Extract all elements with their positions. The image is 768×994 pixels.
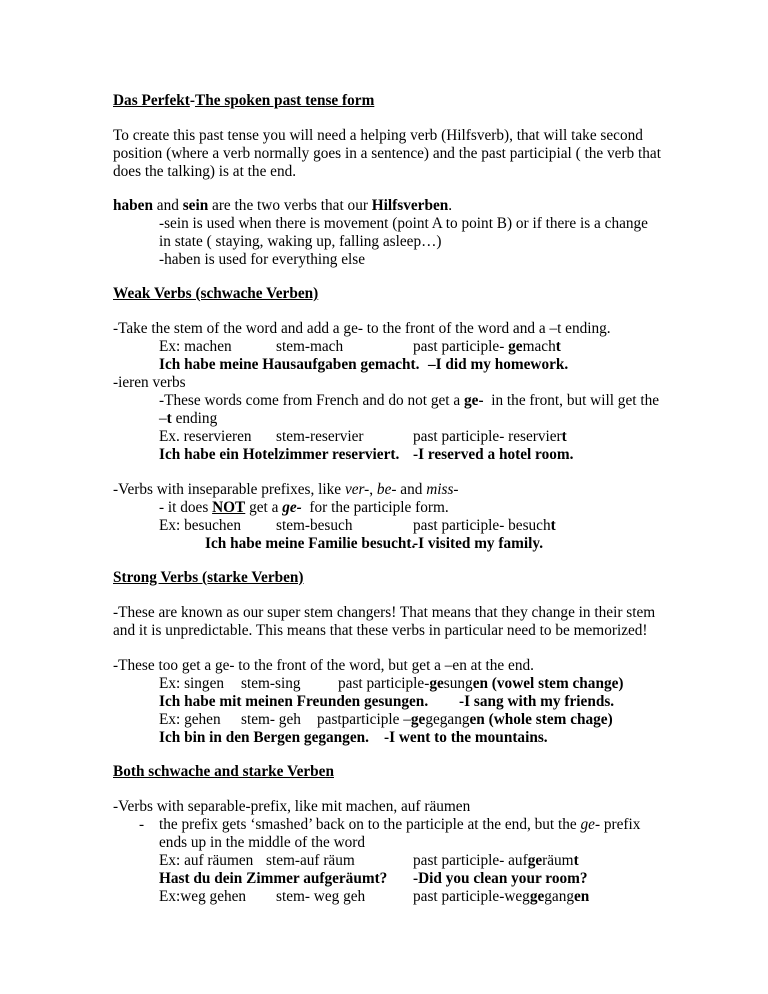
both-ex1-translation: -Did you clean your room? [413,870,588,887]
sein-word: sein [182,197,209,214]
ieren-rule-line-2: –t ending [159,410,218,427]
weak-verbs-heading: Weak Verbs (schwache Verben) [113,285,319,302]
sein-rule-line-1: -sein is used when there is movement (point A to point B) or if there is a change [159,215,648,232]
strong-verbs-heading: Strong Verbs (starke Verben) [113,569,304,586]
strong-ex1-sentence: Ich habe mit meinen Freunden gesungen. [159,693,429,710]
ieren-verbs-label: -ieren verbs [113,374,186,391]
strong-ex2-translation: -I went to the mountains. [384,729,548,746]
strong-ex1-translation: -I sang with my friends. [459,693,615,710]
intro-line-2: position (where a verb normally goes in a sentence) and the past participial ( the verb that [113,145,661,162]
strong-ex2-sentence: Ich bin in den Bergen gegangen. [159,729,369,746]
both-ex1-sentence: Hast du dein Zimmer aufgeräumt? [159,870,388,887]
intro-line-1: To create this past tense you will need a helping verb (Hilfsverb), that will take second [113,127,643,144]
weak-ex1-participle: past participle- gemacht [413,338,561,355]
strong-rule: -These too get a ge- to the front of the word, but get a –en at the end. [113,657,534,674]
weak-rule: -Take the stem of the word and add a ge- to the front of the word and a –t ending. [113,320,611,337]
both-ex2-participle: past participle-weggegangen [413,888,590,905]
strong-ex2-stem: stem- geh [241,711,301,728]
strong-ex1-stem: stem-sing [241,675,301,692]
weak-ex1-stem: stem-mach [276,338,344,355]
weak-ex1-sentence: Ich habe meine Hausaufgaben gemacht. [159,356,420,373]
both-ex1-participle: past participle- aufgeräumt [413,852,579,869]
separable-bullet-line-2: ends up in the middle of the word [159,834,366,851]
inseparable-rule-line-2: - it does NOT get a ge- for the participle form. [159,499,449,516]
strong-ex1-participle: past participle-gesungen (vowel stem change) [338,675,624,692]
both-ex1-verb: Ex: auf räumen [159,852,254,869]
title-part1: Das Perfekt [113,92,190,109]
strong-ex1-verb: Ex: singen [159,675,225,692]
weak-ex3-stem: stem-besuch [276,517,353,534]
weak-ex1-translation: –I did my homework. [428,356,569,373]
weak-ex3-verb: Ex: besuchen [159,517,241,534]
both-ex2-stem: stem- weg geh [276,888,366,905]
weak-ex3-translation: -I visited my family. [413,535,544,552]
both-verbs-heading: Both schwache and starke Verben [113,763,334,780]
ieren-rule-line-1: -These words come from French and do not get a ge- in the front, but will get the [159,392,660,409]
both-ex1-stem: stem-auf räum [266,852,355,869]
weak-ex2-participle: past participle- reserviert [413,428,567,445]
weak-ex2-sentence: Ich habe ein Hotelzimmer reserviert. [159,446,400,463]
intro-line-3: does the talking) is at the end. [113,163,297,180]
bullet-dash: - [139,816,145,833]
inseparable-rule-line-1: -Verbs with inseparable prefixes, like ver-, be- and miss- [113,481,459,498]
sein-rule-line-2: in state ( staying, waking up, falling asleep…) [159,233,442,250]
separable-bullet-line-1: the prefix gets ‘smashed’ back on to the participle at the end, but the ge- prefix [159,816,641,833]
separable-rule: -Verbs with separable-prefix, like mit machen, auf räumen [113,798,471,815]
title-separator: - [189,92,195,109]
hilfsverben-line: haben and sein are the two verbs that our Hilfsverben. [113,197,453,214]
weak-ex2-translation: -I reserved a hotel room. [413,446,574,463]
strong-desc-line-1: -These are known as our super stem changers! That means that they change in their stem [113,604,656,621]
weak-ex1-verb: Ex: machen [159,338,232,355]
weak-ex3-sentence: Ich habe meine Familie besucht. [205,535,416,552]
both-ex2-verb: Ex:weg gehen [159,888,247,905]
strong-desc-line-2: and it is unpredictable. This means that these verbs in particular need to be memorized! [113,622,648,639]
weak-ex3-participle: past participle- besucht [413,517,556,534]
weak-ex2-stem: stem-reservier [276,428,364,445]
haben-word: haben [113,197,153,214]
hilfsverben-word: Hilfsverben [371,197,449,214]
title-part2: The spoken past tense form [195,92,375,109]
weak-ex2-verb: Ex. reservieren [159,428,252,445]
haben-rule-line: -haben is used for everything else [159,251,366,268]
page-title [113,92,374,110]
strong-ex2-verb: Ex: gehen [159,711,221,728]
strong-ex2-participle: pastparticiple –gegegangen (whole stem chage) [317,711,613,728]
